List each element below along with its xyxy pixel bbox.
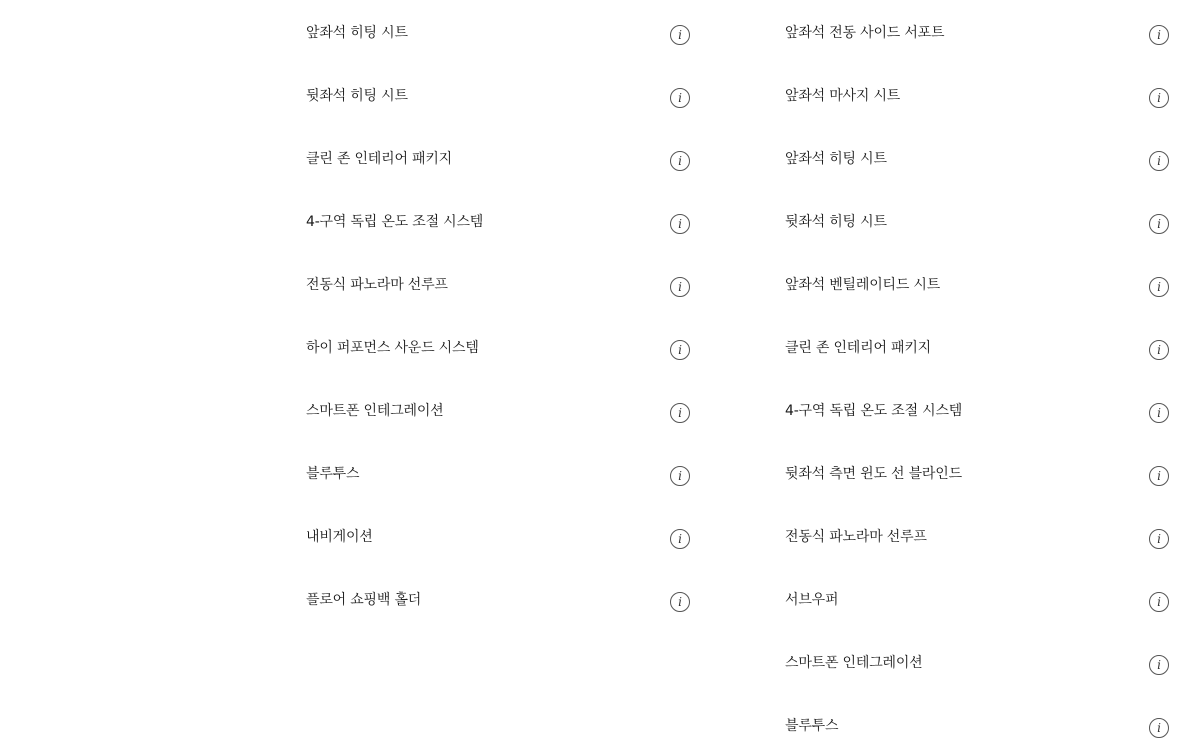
feature-label: 스마트폰 인테그레이션 xyxy=(306,403,444,419)
feature-row xyxy=(785,252,1169,315)
feature-label: 스마트폰 인테그레이션 xyxy=(785,655,923,671)
info-icon[interactable]: i xyxy=(1149,403,1169,423)
feature-row xyxy=(306,63,690,126)
feature-label: 내비게이션 xyxy=(306,529,373,545)
feature-row xyxy=(785,378,1169,441)
info-icon[interactable]: i xyxy=(1149,88,1169,108)
feature-label: 전동식 파노라마 선루프 xyxy=(306,277,448,293)
feature-row xyxy=(785,63,1169,126)
info-icon[interactable]: i xyxy=(1149,466,1169,486)
info-icon[interactable]: i xyxy=(670,214,690,234)
feature-row xyxy=(785,504,1169,567)
info-icon[interactable]: i xyxy=(670,529,690,549)
info-icon[interactable]: i xyxy=(670,25,690,45)
info-icon[interactable]: i xyxy=(1149,592,1169,612)
feature-row xyxy=(306,189,690,252)
feature-label: 블루투스 xyxy=(306,466,360,482)
info-icon[interactable]: i xyxy=(670,151,690,171)
feature-row xyxy=(785,0,1169,63)
feature-row xyxy=(306,315,690,378)
info-icon[interactable]: i xyxy=(670,340,690,360)
info-icon[interactable]: i xyxy=(1149,340,1169,360)
feature-row xyxy=(306,378,690,441)
feature-list-left xyxy=(306,0,690,630)
feature-row xyxy=(306,0,690,63)
info-icon[interactable]: i xyxy=(670,466,690,486)
feature-row xyxy=(785,315,1169,378)
feature-label: 앞좌석 벤틸레이티드 시트 xyxy=(785,277,941,293)
feature-label: 앞좌석 전동 사이드 서포트 xyxy=(785,25,945,41)
feature-label: 앞좌석 마사지 시트 xyxy=(785,88,901,104)
info-icon[interactable]: i xyxy=(670,403,690,423)
feature-label: 클린 존 인테리어 패키지 xyxy=(785,340,931,356)
info-icon[interactable]: i xyxy=(670,592,690,612)
feature-row xyxy=(306,252,690,315)
info-icon[interactable]: i xyxy=(670,88,690,108)
feature-label: 앞좌석 히팅 시트 xyxy=(785,151,887,167)
feature-row xyxy=(785,693,1169,744)
info-icon[interactable]: i xyxy=(1149,151,1169,171)
feature-row xyxy=(306,504,690,567)
feature-label: 4-구역 독립 온도 조절 시스템 xyxy=(306,214,484,230)
feature-label: 뒷좌석 히팅 시트 xyxy=(306,88,408,104)
feature-label: 하이 퍼포먼스 사운드 시스템 xyxy=(306,340,479,356)
feature-row xyxy=(785,567,1169,630)
info-icon[interactable]: i xyxy=(1149,25,1169,45)
feature-label: 블루투스 xyxy=(785,718,839,734)
feature-label: 전동식 파노라마 선루프 xyxy=(785,529,927,545)
feature-label: 뒷좌석 히팅 시트 xyxy=(785,214,887,230)
info-icon[interactable]: i xyxy=(670,277,690,297)
info-icon[interactable]: i xyxy=(1149,529,1169,549)
feature-label: 뒷좌석 측면 윈도 선 블라인드 xyxy=(785,466,962,482)
feature-row xyxy=(306,567,690,630)
feature-label: 4-구역 독립 온도 조절 시스템 xyxy=(785,403,963,419)
info-icon[interactable]: i xyxy=(1149,718,1169,738)
info-icon[interactable]: i xyxy=(1149,277,1169,297)
feature-row xyxy=(785,126,1169,189)
feature-row xyxy=(785,630,1169,693)
feature-label: 클린 존 인테리어 패키지 xyxy=(306,151,452,167)
feature-row xyxy=(306,126,690,189)
feature-label: 플로어 쇼핑백 홀더 xyxy=(306,592,422,608)
feature-label: 서브우퍼 xyxy=(785,592,839,608)
feature-list-right xyxy=(785,0,1169,744)
feature-label: 앞좌석 히팅 시트 xyxy=(306,25,408,41)
feature-row xyxy=(785,441,1169,504)
info-icon[interactable]: i xyxy=(1149,655,1169,675)
info-icon[interactable]: i xyxy=(1149,214,1169,234)
feature-row xyxy=(785,189,1169,252)
feature-row xyxy=(306,441,690,504)
